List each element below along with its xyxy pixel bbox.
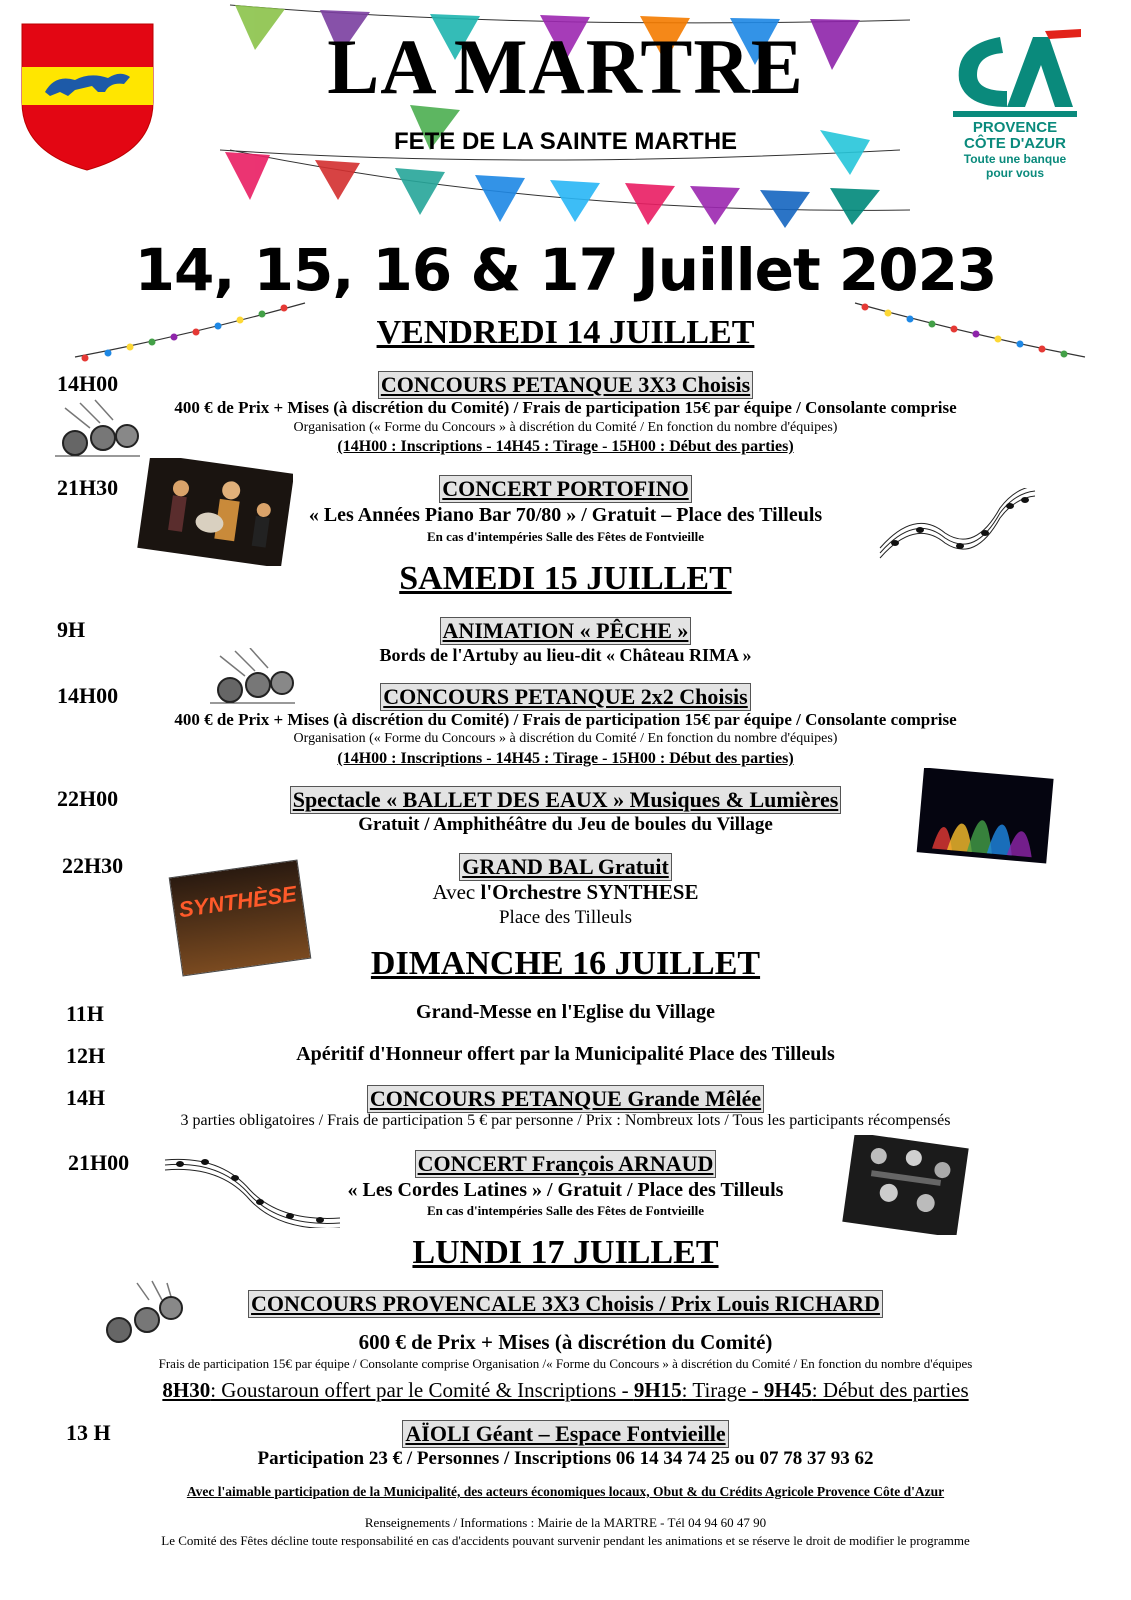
- event-time: 14H00: [57, 371, 119, 396]
- event-title: Apéritif d'Honneur offert par la Municipalité Place des Tilleuls: [296, 1043, 835, 1065]
- event-schedule: (14H00 : Inscriptions - 14H45 : Tirage - 15H00 : Début des parties): [337, 750, 794, 767]
- schedule-step-3: : Début des parties: [811, 1378, 969, 1402]
- schedule-step-1: : Goustaroun offert par le Comité & Inscriptions -: [210, 1378, 634, 1402]
- event-details: Participation 23 € / Personnes / Inscriptions 06 14 34 74 25 ou 07 78 37 93 62: [257, 1448, 874, 1469]
- event-schedule: [0, 1378, 1131, 1403]
- event-time: 13 H: [66, 1420, 111, 1445]
- day-heading-dimanche: DIMANCHE 16 JUILLET: [370, 945, 761, 982]
- event-schedule: (14H00 : Inscriptions - 14H45 : Tirage - 15H00 : Début des parties): [337, 438, 794, 455]
- event-organisation: Organisation (« Forme du Concours » à discrétion du Comité / En fonction du nombre d'équipes): [293, 731, 838, 746]
- day-heading-samedi: SAMEDI 15 JUILLET: [399, 560, 732, 597]
- event-time: 14H00: [57, 683, 119, 708]
- event-time: 22H30: [62, 853, 124, 878]
- event-title: CONCOURS PETANQUE Grande Mêlée: [367, 1085, 764, 1113]
- event-details: Bords de l'Artuby au lieu-dit « Château RIMA »: [379, 645, 752, 665]
- event-details: 400 € de Prix + Mises (à discrétion du Comité) / Frais de participation 15€ par équipe / Consolante comprise: [174, 710, 957, 729]
- event-details: 400 € de Prix + Mises (à discrétion du Comité) / Frais de participation 15€ par équipe / Consolante comprise: [174, 398, 957, 417]
- event-details-prefix: Avec: [432, 880, 481, 904]
- event-details: « Les Années Piano Bar 70/80 » / Gratuit – Place des Tilleuls: [308, 504, 823, 526]
- event-title: AÏOLI Géant – Espace Fontvieille: [402, 1420, 728, 1448]
- event-time: 12H: [66, 1043, 106, 1068]
- ca-line-2: CÔTE D'AZUR: [964, 135, 1066, 152]
- event-time: 14H: [66, 1085, 106, 1110]
- footer-disclaimer: Le Comité des Fêtes décline toute responsabilité en cas d'accidents pouvant survenir pendant les animations et se réserve le droit de modifier le programme: [161, 1533, 970, 1548]
- francois-arnaud-photo: [840, 1135, 970, 1235]
- page-subtitle: FETE DE LA SAINTE MARTHE: [393, 128, 738, 155]
- event-organisation: Frais de participation 15€ par équipe / Consolante comprise Organisation /« Forme du Concours » à discrétion du Comité / En fonction du nombre d'équipes: [158, 1356, 973, 1371]
- event-title: CONCERT François ARNAUD: [415, 1150, 717, 1178]
- event-time: 21H00: [68, 1150, 130, 1175]
- synthese-band-name: SYNTHÈSE: [177, 881, 299, 923]
- event-time: 11H: [66, 1001, 104, 1026]
- event-title: GRAND BAL Gratuit: [459, 853, 672, 881]
- ca-line-3: Toute une banque: [963, 152, 1067, 166]
- schedule-step-2: : Tirage -: [681, 1378, 764, 1402]
- concert-photo: [133, 458, 293, 566]
- schedule-time-3: 9H45: [763, 1378, 812, 1402]
- event-time: 21H30: [57, 475, 119, 500]
- water-show-photo: [915, 768, 1055, 866]
- day-heading-vendredi: VENDREDI 14 JUILLET: [376, 314, 755, 351]
- page-title: LA MARTRE: [327, 23, 804, 110]
- schedule-time-2: 9H15: [633, 1378, 682, 1402]
- ca-line-4: pour vous: [985, 166, 1044, 180]
- petanque-balls-icon: [45, 398, 145, 460]
- event-organisation: Organisation (« Forme du Concours » à discrétion du Comité / En fonction du nombre d'équipes): [293, 420, 838, 435]
- music-notes-icon: [875, 488, 1040, 570]
- event-note: En cas d'intempéries Salle des Fêtes de Fontvieille: [427, 529, 704, 544]
- event-details-band: l'Orchestre SYNTHESE: [480, 880, 699, 904]
- event-details: Gratuit / Amphithéâtre du Jeu de boules du Village: [358, 814, 773, 835]
- event-title: Grand-Messe en l'Eglise du Village: [416, 1001, 715, 1023]
- footer-contact: Renseignements / Informations : Mairie de la MARTRE - Tél 04 94 60 47 90: [364, 1515, 767, 1530]
- event-title: ANIMATION « PÊCHE »: [440, 617, 692, 645]
- event-note: En cas d'intempéries Salle des Fêtes de Fontvieille: [427, 1203, 704, 1218]
- event-details: 3 parties obligatoires / Frais de participation 5 € par personne / Prix : Nombreux lots / Tous les participants récompensés: [180, 1112, 951, 1129]
- schedule-time-1: 8H30: [162, 1378, 211, 1402]
- ca-line-1: PROVENCE: [972, 119, 1058, 136]
- event-title: CONCOURS PETANQUE 2x2 Choisis: [380, 683, 750, 711]
- day-heading-lundi: LUNDI 17 JUILLET: [412, 1234, 719, 1271]
- music-notes-icon: [160, 1150, 345, 1228]
- footer-sponsors: Avec l'aimable participation de la Municipalité, des acteurs économiques locaux, Obut & du Crédits Agricole Provence Côte d'Azur: [186, 1484, 945, 1499]
- event-title: CONCERT PORTOFINO: [439, 475, 691, 503]
- festival-dates: 14, 15, 16 & 17 Juillet 2023: [134, 236, 997, 304]
- event-details: 600 € de Prix + Mises (à discrétion du Comité): [358, 1330, 773, 1354]
- event-title: Spectacle « BALLET DES EAUX » Musiques & Lumières: [290, 786, 842, 814]
- event-title: CONCOURS PROVENCALE 3X3 Choisis / Prix Louis RICHARD: [248, 1290, 883, 1318]
- event-details: « Les Cordes Latines » / Gratuit / Place des Tilleuls: [347, 1179, 784, 1201]
- event-title: CONCOURS PETANQUE 3X3 Choisis: [378, 371, 753, 399]
- event-time: 22H00: [57, 786, 119, 811]
- event-location: Place des Tilleuls: [498, 907, 632, 928]
- event-time: 9H: [57, 617, 86, 642]
